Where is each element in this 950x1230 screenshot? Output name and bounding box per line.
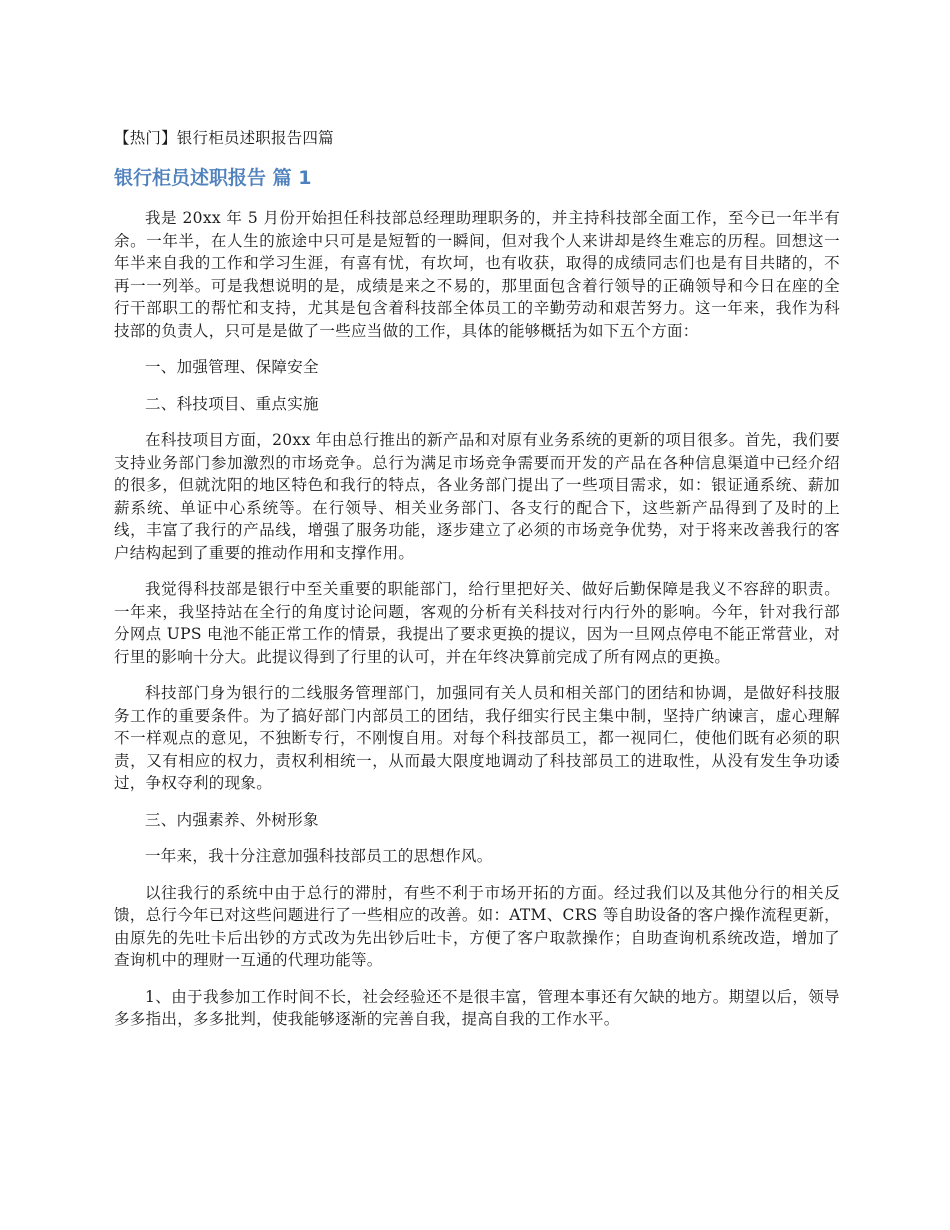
paragraph-work-style: 一年来，我十分注意加强科技部员工的思想作风。: [145, 847, 493, 865]
paragraph-projects: 在科技项目方面，20xx 年由总行推出的新产品和对原有业务系统的更新的项目很多。首先，我们要支持业务部门参加激烈的市场竞争。总行为满足市场竞争需要而开发的产品在各种信息渠道中已经介绍的很多，但就沈阳的地区特色和我行的特点，各业务部门提出了一些项目需求，如：银证通系统、薪加薪系统、单证中心系统等。在行领导、相关业务部门、各支行的配合下，这些新产品得到了及时的上线，丰富了我行的产品线，增强了服务功能，逐步建立了必须的市场竞争优势，对于将来改善我行的客户结构起到了重要的推动作用和支撑作用。: [114, 431, 840, 562]
list-item-management: 一、加强管理、保障安全: [145, 358, 319, 376]
list-item-projects: 二、科技项目、重点实施: [145, 394, 319, 413]
list-item-quality: 三、内强素养、外树形象: [145, 810, 319, 829]
document-title: 【热门】银行柜员述职报告四篇: [114, 129, 334, 147]
document-page: [114, 127, 840, 1045]
paragraph-intro: 我是 20xx 年 5 月份开始担任科技部总经理助理职务的，并主持科技部全面工作，至今已一年半有余。一年半，在人生的旅途中只可是是短暂的一瞬间，但对我个人来讲却是终生难忘的历程。回想这一年半来自我的工作和学习生涯，有喜有忧，有坎坷，也有收获，取得的成绩同志们也是有目共睹的，不再一一列举。可是我想说明的是，成绩是来之不易的，那里面包含着行领导的正确领导和今日在座的全行干部职工的帮忙和支持，尤其是包含着科技部全体员工的辛勤劳动和艰苦努力。这一年来，我作为科技部的负责人，只可是是做了一些应当做的工作，具体的能够概括为如下五个方面：: [114, 209, 840, 340]
paragraph-improvements: 以往我行的系统中由于总行的滞肘，有些不利于市场开拓的方面。经过我们以及其他分行的相关反馈，总行今年已对这些问题进行了一些相应的改善。如：ATM、CRS 等自助设备的客户操作流程更新，由原先的先吐卡后出钞的方式改为先出钞后吐卡，方便了客户取款操作；自助查询机系统改造，增加了查询机中的理财一互通的代理功能等。: [114, 883, 840, 969]
section-heading: 银行柜员述职报告 篇 1: [114, 167, 312, 189]
paragraph-shortcomings: 1、由于我参加工作时间不长，社会经验还不是很丰富，管理本事还有欠缺的地方。期望以后，领导多多指出，多多批判，使我能够逐渐的完善自我，提高自我的工作水平。: [114, 987, 840, 1028]
paragraph-department-role: 我觉得科技部是银行中至关重要的职能部门，给行里把好关、做好后勤保障是我义不容辞的职责。一年来，我坚持站在全行的角度讨论问题，客观的分析有关科技对行内行外的影响。今年，针对我行部分网点 UPS 电池不能正常工作的情景，我提出了要求更换的提议，因为一旦网点停电不能正常营业，对行里的影响十分大。此提议得到了行里的认可，并在年终决算前完成了所有网点的更换。: [114, 580, 840, 666]
paragraph-teamwork: 科技部门身为银行的二线服务管理部门，加强同有关人员和相关部门的团结和协调，是做好科技服务工作的重要条件。为了搞好部门内部员工的团结，我仔细实行民主集中制，坚持广纳谏言，虚心理解不一样观点的意见，不独断专行，不刚愎自用。对每个科技部员工，都一视同仁，使他们既有必须的职责，又有相应的权力，责权利相统一，从而最大限度地调动了科技部员工的进取性，从没有发生争功诿过，争权夺利的现象。: [114, 684, 840, 792]
